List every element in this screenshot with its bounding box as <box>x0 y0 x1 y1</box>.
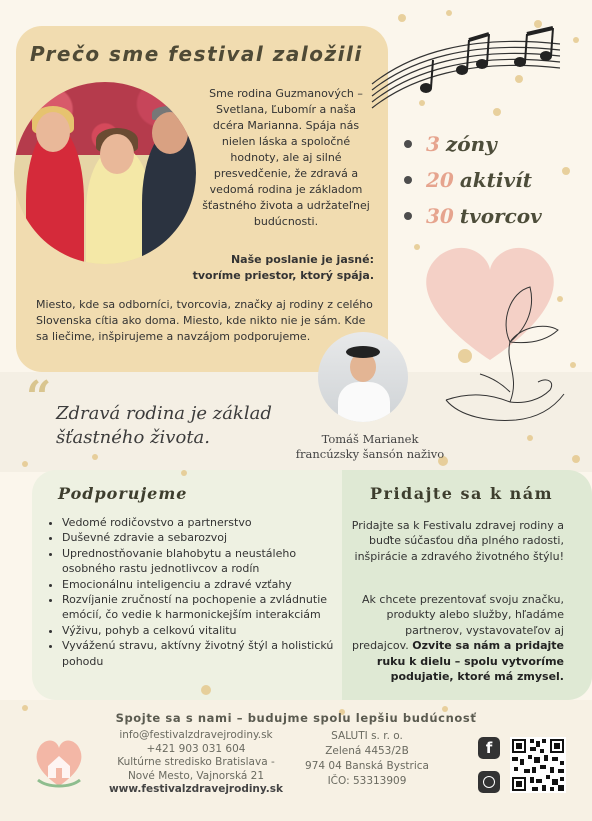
email-link[interactable]: info@festivalzdravejrodiny.sk <box>119 729 273 741</box>
bullet-icon <box>404 140 412 148</box>
instagram-icon[interactable] <box>478 771 500 793</box>
list-item: • Vedomé rodičovstvo a partnerstvo <box>62 515 352 530</box>
stat-label: aktivít <box>459 168 532 192</box>
stat-label: zóny <box>445 132 497 156</box>
venue-line-1: Kultúrne stredisko Bratislava - <box>117 756 275 768</box>
company-info <box>302 729 432 789</box>
list-item: • Vyváženú stravu, aktívny životný štýl a holistickú pohodu <box>62 638 352 669</box>
support-list <box>44 515 352 669</box>
phone-number: +421 903 031 604 <box>146 742 246 755</box>
join-paragraph-2 <box>346 592 564 684</box>
website-link[interactable]: www.festivalzdravejrodiny.sk <box>108 783 284 795</box>
footer-tagline: Spojte sa s nami – budujme spolu lepšiu budúcnosť <box>115 711 477 725</box>
performer-name: Tomáš Marianek <box>321 432 419 446</box>
contact-info <box>104 729 288 797</box>
list-item: • Výživu, pohyb a celkovú vitalitu <box>62 623 352 638</box>
heart-home-logo-icon <box>30 734 88 792</box>
join-paragraph-1: Pridajte sa k Festivalu zdravej rodiny a buďte súčasťou dňa plného radosti, inšpirácie a zdravého životného štýlu! <box>351 519 564 563</box>
stat-creators <box>404 198 542 234</box>
quote-icon: “ <box>26 372 52 423</box>
venue-line-2: Nové Mesto, Vajnorská 21 <box>127 769 265 782</box>
performer-photo <box>318 332 408 422</box>
mission-line-2: tvoríme priestor, ktorý spája. <box>192 269 374 282</box>
stat-activities <box>404 162 542 198</box>
performer-role: francúzsky šansón naživo <box>295 447 445 461</box>
mission-statement <box>168 252 374 284</box>
facebook-icon[interactable]: f <box>478 737 500 759</box>
stat-label: tvorcov <box>459 204 542 228</box>
list-item: • Uprednostňovanie blahobytu a neustáleho osobného rastu jednotlivcov a rodín <box>62 546 352 577</box>
intro-text: Sme rodina Guzmanových – Svetlana, Ľubomír a naša dcéra Marianna. Spája nás nielen láska a spoločné hodnoty, ale aj silné presvedčenie, že zdravá a vedomá rodina je základom šťastného života a udržateľnej budúcnosti. <box>202 87 370 228</box>
join-text: Ak chcete prezentovať svoju značku, produkty alebo služby, hľadáme partnerov, vystavovateľov aj predajcov. <box>352 593 564 653</box>
stat-number: 3 <box>426 132 440 156</box>
stat-zones <box>404 126 542 162</box>
list-item: • Rozvíjanie zručností na pochopenie a zvládnutie emócií, čo vedie k harmonickejším interakciám <box>62 592 352 623</box>
bullet-icon <box>404 212 412 220</box>
list-item: • Duševné zdravie a sebarozvoj <box>62 530 352 545</box>
why-heading: Prečo sme festival založili <box>30 42 363 66</box>
mission-line-1: Naše poslanie je jasné: <box>230 253 374 266</box>
stat-number: 20 <box>426 168 454 192</box>
family-photo <box>14 82 196 264</box>
list-item: • Emocionálnu inteligenciu a zdravé vzťahy <box>62 577 352 592</box>
company-street: Zelená 4453/2B <box>325 745 409 757</box>
why-body: Miesto, kde sa odborníci, tvorcovia, značky aj rodiny z celého Slovenska cítia ako doma. Miesto, kde nikto nie je sám. Kde sa liečime, inšpirujeme a navzájom podporujeme. <box>36 298 373 343</box>
performer-caption <box>280 432 460 462</box>
quote-text: Zdravá rodina je základ šťastného života. <box>56 403 272 448</box>
company-id: IČO: 53313909 <box>327 775 407 787</box>
join-heading: Pridajte sa k nám <box>370 484 554 503</box>
bullet-icon <box>404 176 412 184</box>
company-name: SALUTI s. r. o. <box>331 730 403 742</box>
qr-code-icon[interactable] <box>510 737 566 793</box>
hand-flower-icon <box>440 282 570 452</box>
stats-list <box>404 126 542 234</box>
company-city: 974 04 Banská Bystrica <box>305 760 429 772</box>
music-notes-icon <box>370 14 565 114</box>
stat-number: 30 <box>426 204 454 228</box>
support-heading: Podporujeme <box>58 484 188 503</box>
join-call-to-action: Ozvite sa nám a pridajte ruku k dielu – spolu vytvoríme podujatie, ktoré má zmysel. <box>376 639 564 684</box>
